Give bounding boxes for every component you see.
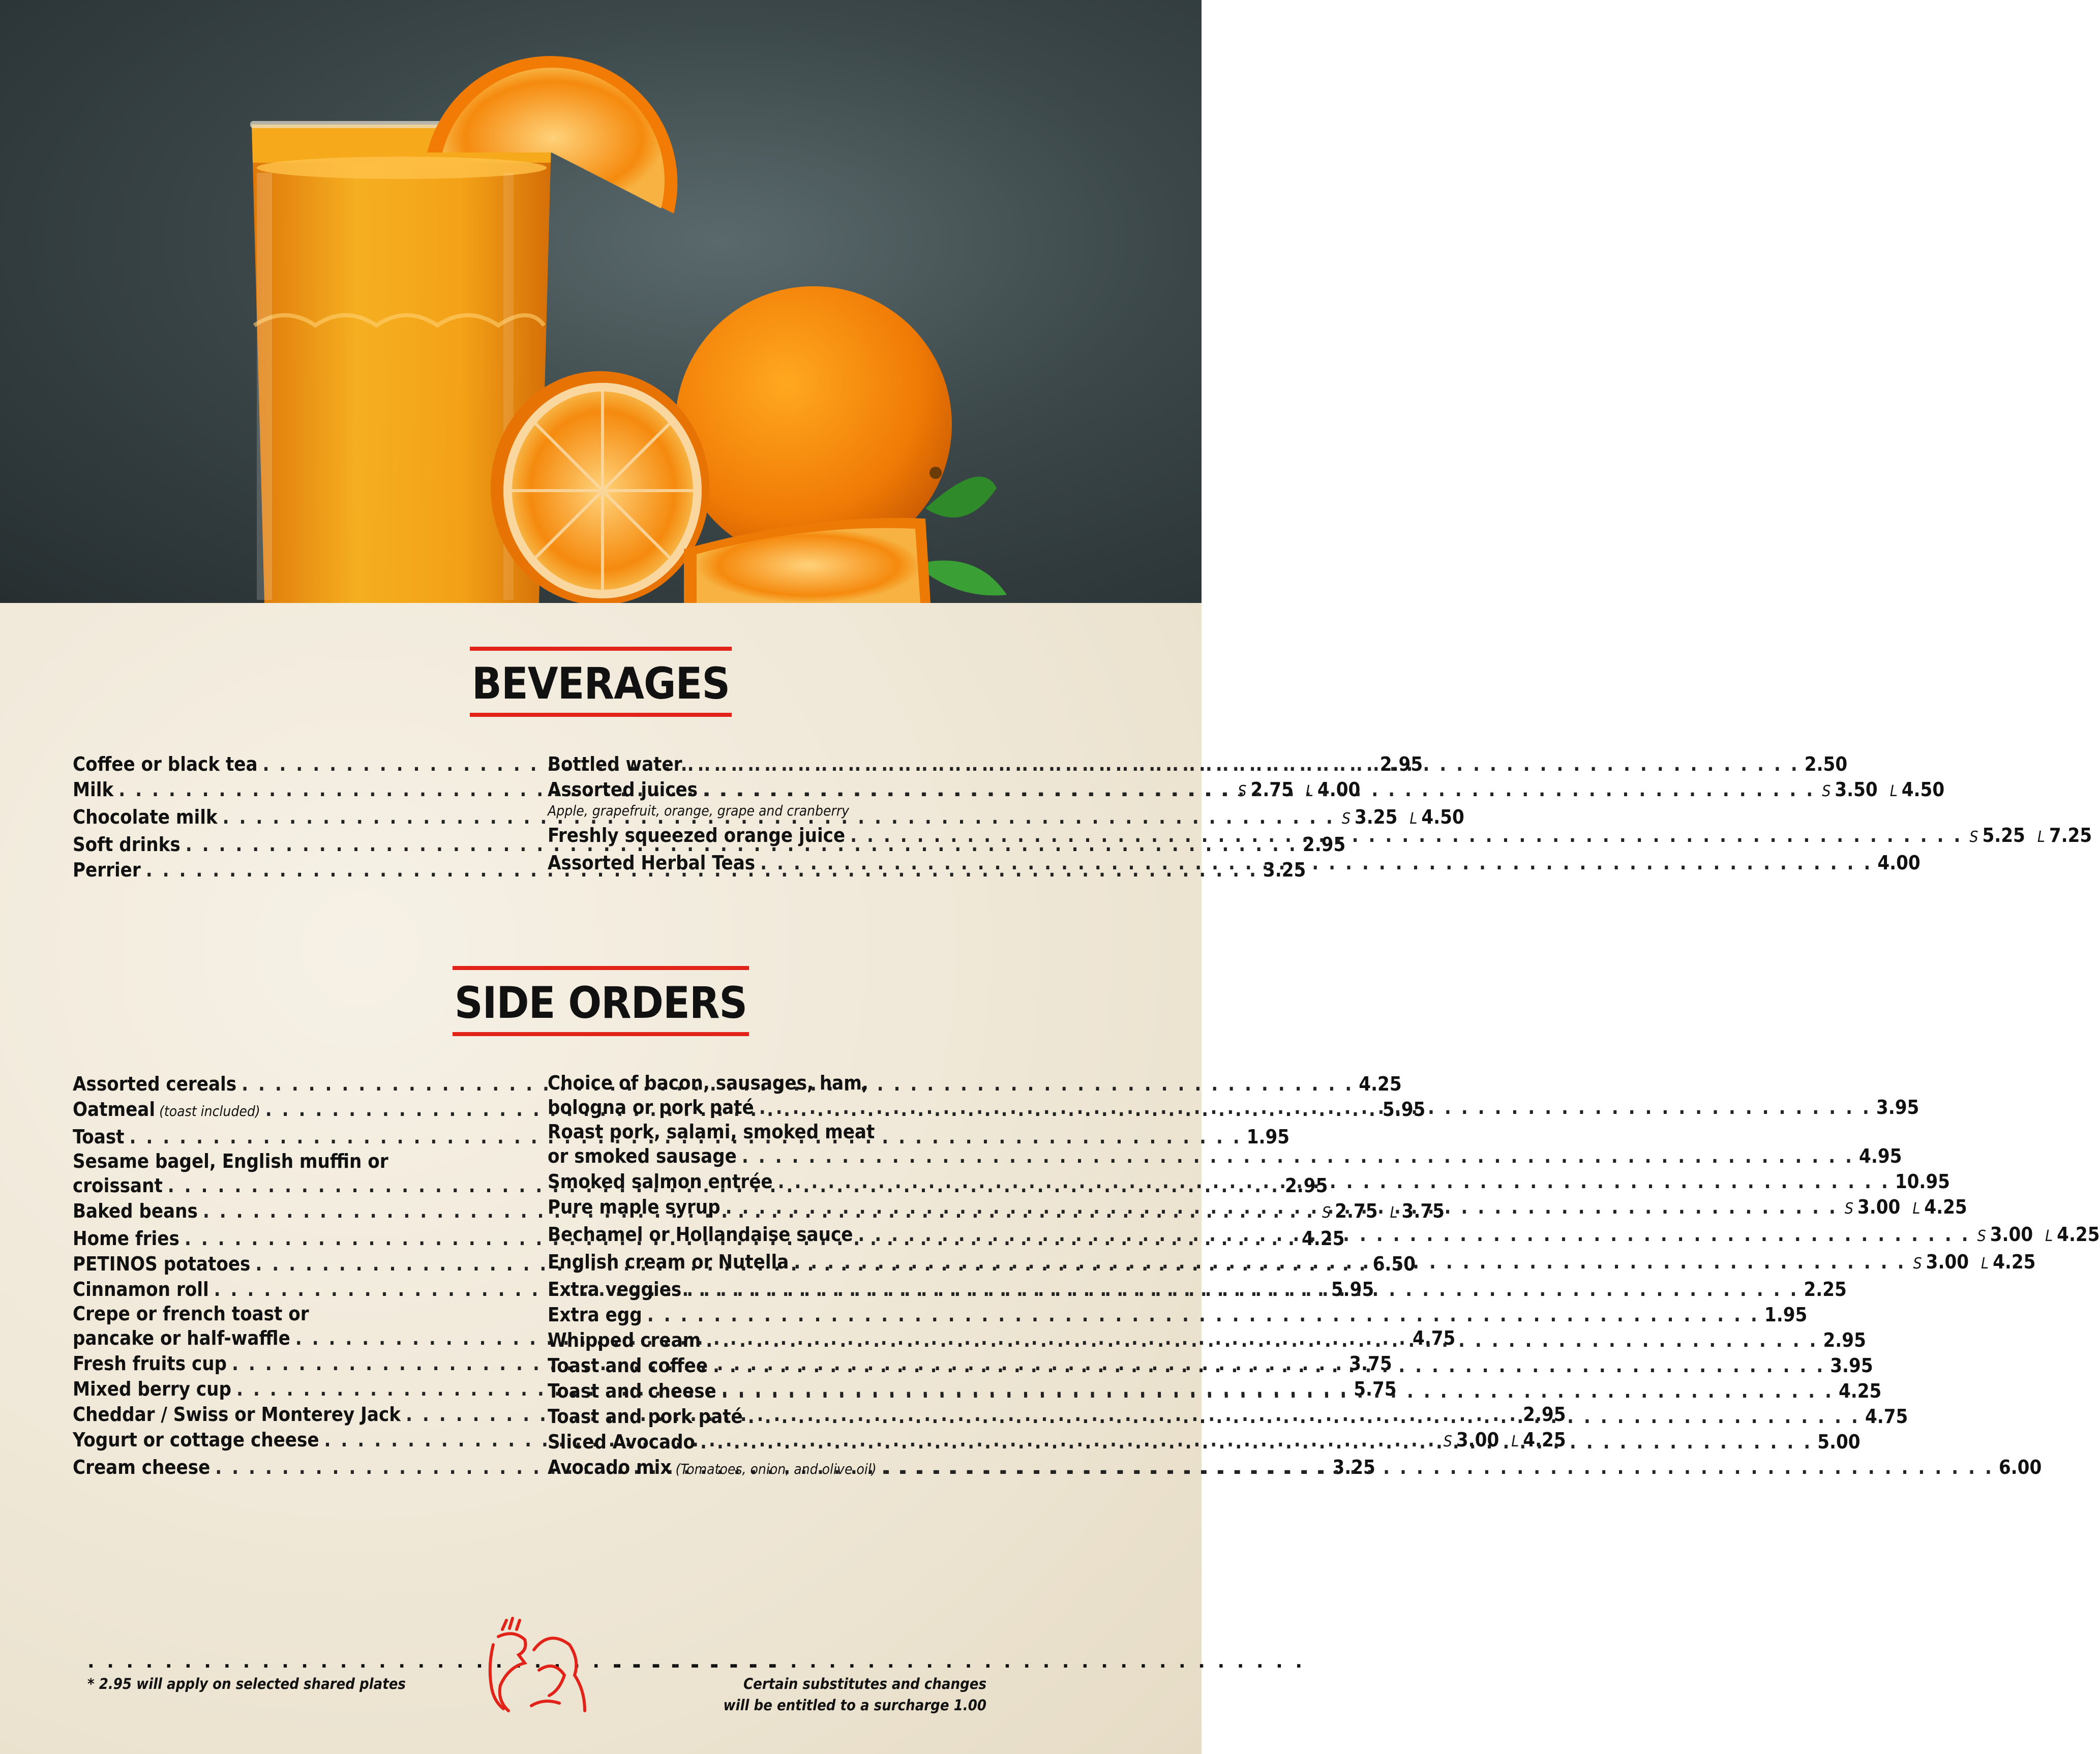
rooster-logo-icon <box>478 1614 595 1716</box>
menu-item: Fresh fruits cup . . . 3.75 <box>73 1351 519 1376</box>
menu-item: Avocado mix (Tomatoes, onion, and olive oil) . . . 6.00 <box>548 1455 994 1482</box>
menu-item: Toast . . . 1.95 <box>73 1124 519 1150</box>
menu-item-note: Apple, grapefruit, orange, grape and cranberry <box>548 802 850 819</box>
side-orders-section-header <box>0 966 1202 1036</box>
beverages-title: BEVERAGES <box>471 658 730 709</box>
footer-right-note-line2: will be entitled to a surcharge 1.00 <box>723 1697 986 1714</box>
menu-item: Toast and pork paté . . . 4.75 <box>548 1404 994 1429</box>
menu-item: Smoked salmon entrée . . . 10.95 <box>548 1169 994 1194</box>
menu-item: PETINOS potatoes . . . 6.50 <box>73 1251 519 1277</box>
menu-item: or smoked sausage . . . 4.95 <box>548 1143 994 1169</box>
footer-divider-right: . . . . . . . . . . . . . . . . . . . . . . . . . . . . . . . . . . . . <box>615 1651 1305 1672</box>
footer-right-note-line1: Certain substitutes and changes <box>743 1675 986 1692</box>
orange-juice-illustration <box>0 0 1202 603</box>
menu-item: Bechamel or Hollandaise sauce . . . S 3.00 L 4.25 <box>548 1222 994 1249</box>
menu-item: Perrier . . . 3.25 <box>73 857 519 883</box>
menu-item-line1: Choice of bacon, sausages, ham, <box>548 1072 868 1094</box>
menu-item: Milk . . . S 2.75 L 4.00 <box>73 777 519 804</box>
menu-item: Cream cheese . . . 3.25 <box>73 1455 519 1480</box>
menu-item: Baked beans . . . S 2.75 L 3.75 <box>73 1198 519 1226</box>
menu-item: Coffee or black tea . . . 2.95 <box>73 751 519 777</box>
menu-item: Freshly squeezed orange juice . . . S 5.25 L 7.25 <box>548 823 994 850</box>
menu-item: Toast and cheese . . . 4.25 <box>548 1378 994 1404</box>
menu-item: Yogurt or cottage cheese . . . S 3.00 L 4.25 <box>73 1427 519 1455</box>
side-orders-title: SIDE ORDERS <box>454 978 747 1029</box>
menu-item: English cream or Nutella . . . S 3.00 L 4.25 <box>548 1249 994 1277</box>
menu-item-line1: Roast pork, salami, smoked meat <box>548 1121 875 1143</box>
menu-item: Sliced Avocado . . . 5.00 <box>548 1429 994 1455</box>
menu-item: Mixed berry cup . . . 5.75 <box>73 1376 519 1402</box>
menu-item: Bottled water . . . 2.50 <box>548 751 994 777</box>
menu-item-line1: Sesame bagel, English muffin or <box>73 1150 388 1172</box>
footer-divider-left: . . . . . . . . . . . . . . . . . . . . . . . . . . . . . . . . . . . . <box>87 1651 777 1672</box>
beverages-section-header <box>0 647 1202 717</box>
menu-item: Chocolate milk . . . S 3.25 L 4.50 <box>73 804 519 832</box>
menu-item: Whipped cream . . . 2.95 <box>548 1327 994 1353</box>
menu-item: Assorted cereals . . . 4.25 <box>73 1071 519 1097</box>
menu-item: Extra veggies . . . 2.25 <box>548 1277 994 1302</box>
menu-item: Extra egg . . . 1.95 <box>548 1302 994 1327</box>
menu-item: Pure maple syrup . . . S 3.00 L 4.25 <box>548 1194 994 1222</box>
menu-item: Assorted juices . . . S 3.50 L 4.50 <box>548 777 994 804</box>
menu-item: Soft drinks . . . 2.95 <box>73 832 519 857</box>
menu-item: pancake or half-waffle . . . 4.75 <box>73 1325 519 1351</box>
menu-item: Oatmeal (toast included) . . . 5.95 <box>73 1097 519 1124</box>
menu-item: Assorted Herbal Teas . . . 4.00 <box>548 850 994 875</box>
menu-item: Toast and coffee . . . 3.95 <box>548 1353 994 1378</box>
menu-item-line1: Crepe or french toast or <box>73 1303 309 1325</box>
menu-item: Home fries . . . 4.25 <box>73 1226 519 1251</box>
hero-image <box>0 0 1202 603</box>
menu-item: Cheddar / Swiss or Monterey Jack . . . 2.95 <box>73 1402 519 1427</box>
menu-item: Cinnamon roll . . . 5.95 <box>73 1277 519 1302</box>
menu-item: croissant . . . 2.95 <box>73 1173 519 1198</box>
menu-item: bologna or pork paté . . . 3.95 <box>548 1095 994 1120</box>
footer-left-note: * 2.95 will apply on selected shared plates <box>87 1675 406 1692</box>
